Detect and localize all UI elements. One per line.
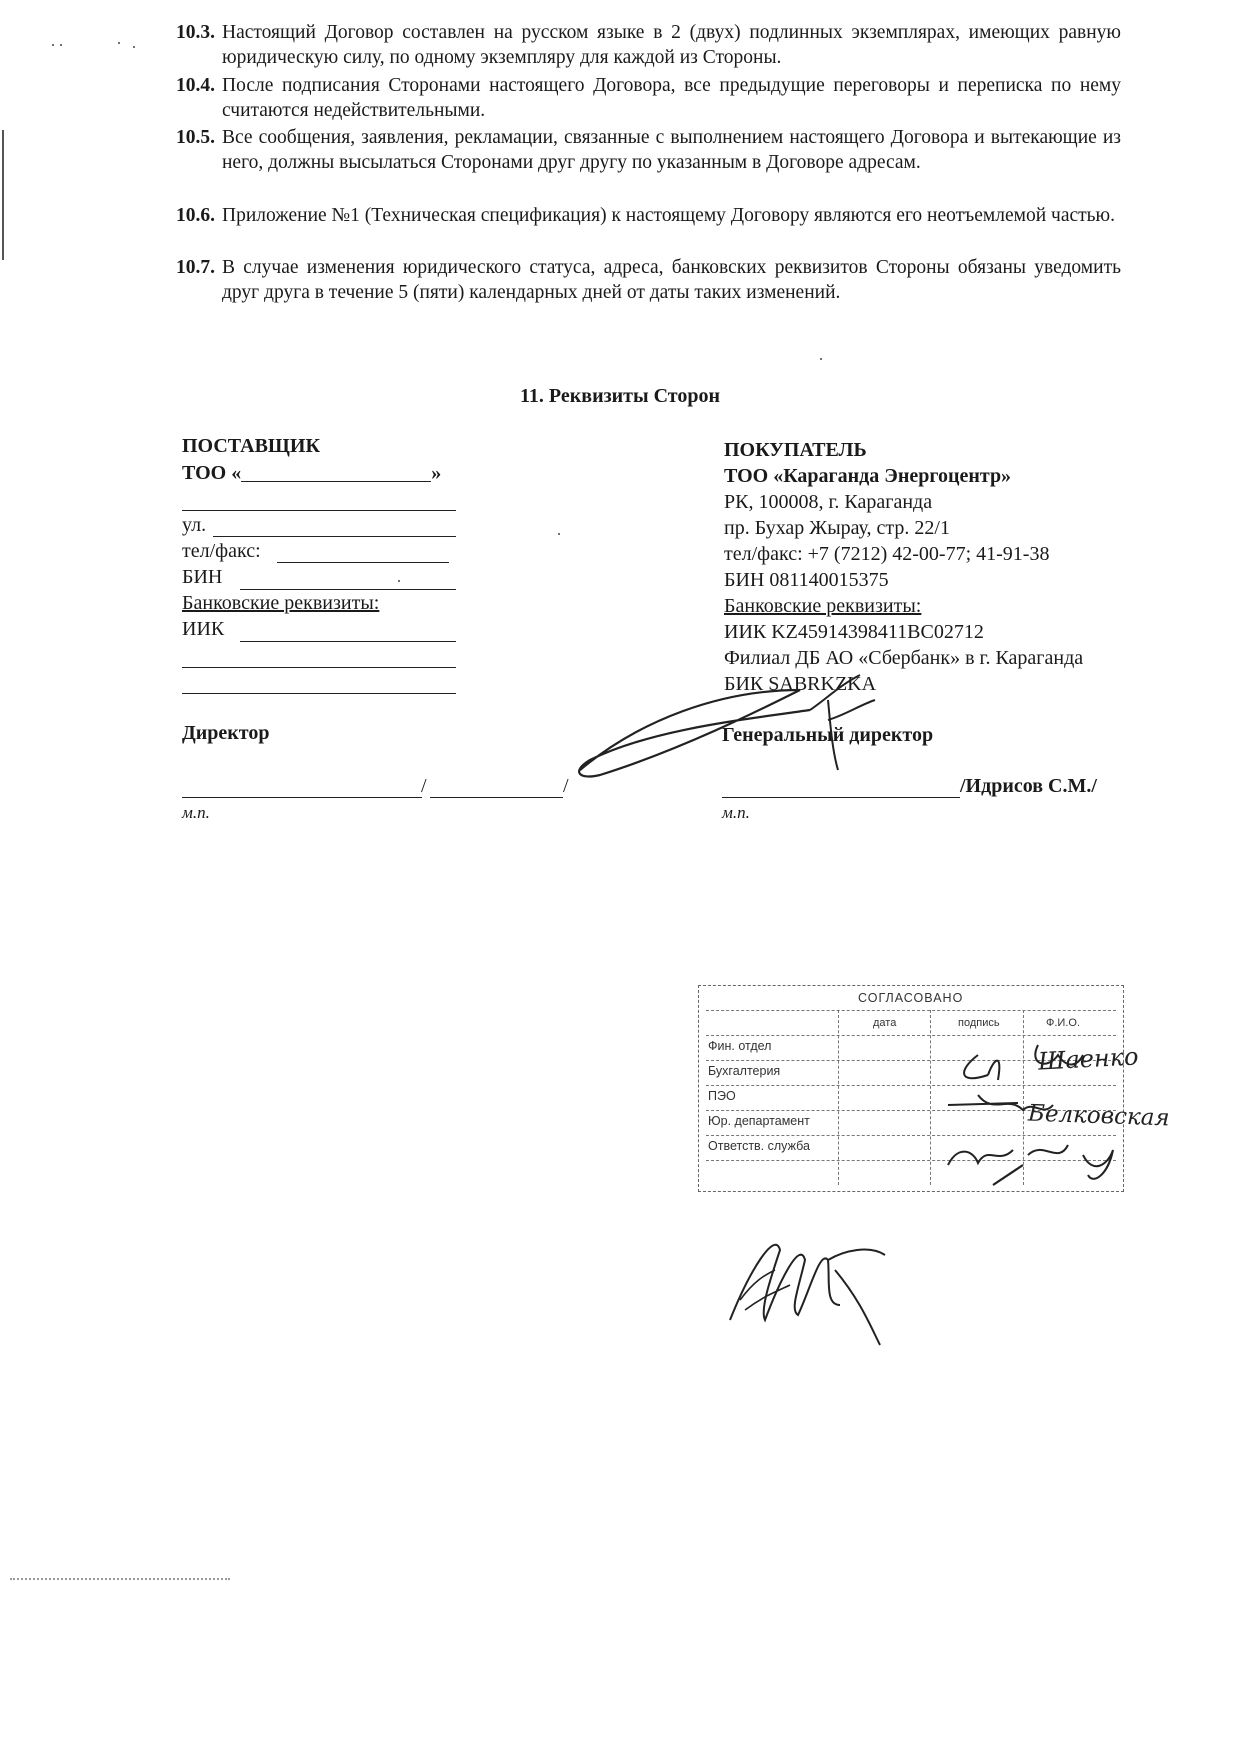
buyer-company: ТОО «Караганда Энергоцентр» (724, 465, 1012, 487)
clause-10-6 (176, 203, 1121, 228)
scan-edge-mark (2, 130, 4, 260)
clause-number: 10.7. (176, 257, 215, 278)
supplier-slash: / (421, 775, 427, 797)
buyer-signature-line (722, 797, 960, 798)
approval-signature-image (720, 1210, 890, 1350)
scan-speck (398, 580, 400, 582)
supplier-iik-line (240, 641, 456, 642)
scan-speck (52, 44, 54, 46)
supplier-line (182, 693, 456, 694)
stamp-row-label: Фин. отдел (708, 1039, 772, 1053)
stamp-col-date: дата (873, 1017, 897, 1029)
clause-text: В случае изменения юридического статуса, адреса, банковских реквизитов Стороны обязаны уведомить друг друга в течение 5 (пяти) календарных дней от даты таких изменений. (222, 257, 1121, 303)
buyer-seal-place: м.п. (722, 803, 750, 822)
buyer-bin: БИН 081140015375 (724, 569, 889, 591)
scan-speck (558, 533, 560, 535)
supplier-company-blank (241, 481, 431, 482)
clause-10-3 (176, 20, 1121, 70)
stamp-row-label: Юр. департамент (708, 1114, 810, 1128)
supplier-phone-line (277, 562, 449, 563)
director-signature-image (560, 660, 920, 790)
supplier-heading: ПОСТАВЩИК (182, 435, 320, 457)
buyer-director-label: Генеральный директор (722, 724, 934, 746)
clause-10-7 (176, 255, 1121, 305)
supplier-iik-label: ИИК (182, 618, 225, 640)
supplier-phone-label: тел/факс: (182, 540, 261, 562)
buyer-bank-label: Банковские реквизиты: (724, 595, 922, 617)
supplier-line (182, 510, 456, 511)
clause-text: Настоящий Договор составлен на русском языке в 2 (двух) подлинных экземплярах, имеющих равную юридическую силу, по одному экземпляру для каждой из Стороны. (222, 22, 1121, 68)
section-title: 11. Реквизиты Сторон (520, 385, 720, 407)
supplier-company-prefix: ТОО « (182, 462, 242, 484)
stamp-row-label: ПЭО (708, 1089, 736, 1103)
buyer-bik: БИК SABRKZKA (724, 673, 877, 695)
stamp-handwritten-name: Белковская (1027, 1100, 1171, 1132)
scan-speck (60, 44, 62, 46)
scan-speck (820, 358, 822, 360)
supplier-name-line (430, 797, 563, 798)
supplier-company (182, 460, 462, 486)
supplier-seal-place: м.п. (182, 803, 210, 822)
buyer-heading: ПОКУПАТЕЛЬ (724, 439, 867, 461)
stamp-handwritten-name: Шаенко (1037, 1042, 1140, 1076)
stamp-title: СОГЛАСОВАНО (858, 991, 964, 1005)
clause-text: После подписания Сторонами настоящего Договора, все предыдущие переговоры и переписка по нему считаются недействительными. (222, 75, 1121, 121)
buyer-bank-branch: Филиал ДБ АО «Сбербанк» в г. Караганда (724, 647, 1084, 669)
clause-number: 10.4. (176, 75, 215, 96)
clause-10-4 (176, 73, 1121, 123)
approval-stamp (698, 985, 1171, 1195)
stamp-row-label: Бухгалтерия (708, 1064, 781, 1078)
buyer-phone: тел/факс: +7 (7212) 42-00-77; 41-91-38 (724, 543, 1050, 565)
scan-speck (133, 46, 135, 48)
supplier-director-label: Директор (182, 722, 270, 744)
supplier-bank-label: Банковские реквизиты: (182, 592, 380, 614)
stamp-header-rule (706, 1010, 1116, 1011)
clause-number: 10.6. (176, 205, 215, 226)
clause-10-5 (176, 125, 1121, 175)
stamp-col-signature: подпись (958, 1017, 1000, 1029)
clause-number: 10.3. (176, 22, 215, 43)
stamp-column-rule (838, 1010, 839, 1185)
clause-number: 10.5. (176, 127, 215, 148)
supplier-street-line (213, 536, 456, 537)
supplier-signature-line (182, 797, 422, 798)
supplier-bin-label: БИН (182, 566, 223, 588)
buyer-address-line-1: РК, 100008, г. Караганда (724, 491, 933, 513)
supplier-company-suffix: » (431, 462, 442, 484)
stamp-row-label: Ответств. служба (708, 1139, 810, 1153)
stamp-col-name: Ф.И.О. (1046, 1017, 1080, 1029)
buyer-address-line-2: пр. Бухар Жырау, стр. 22/1 (724, 517, 950, 539)
supplier-slash: / (563, 775, 569, 797)
scan-dotted-line (10, 1578, 230, 1580)
supplier-line (182, 667, 456, 668)
clause-text: Все сообщения, заявления, рекламации, связанные с выполнением настоящего Договора и вытекающие из него, должны высылаться Сторонами друг другу по указанным в Договоре адресам. (222, 127, 1121, 173)
scan-speck (118, 42, 120, 44)
supplier-street-label: ул. (182, 514, 207, 536)
clause-text: Приложение №1 (Техническая спецификация) к настоящему Договору являются его неотъемлемой частью. (222, 205, 1115, 226)
buyer-director-name: /Идрисов С.М./ (960, 775, 1097, 797)
buyer-iik: ИИК KZ45914398411BC02712 (724, 621, 984, 643)
stamp-signature-marks (918, 1025, 1118, 1195)
